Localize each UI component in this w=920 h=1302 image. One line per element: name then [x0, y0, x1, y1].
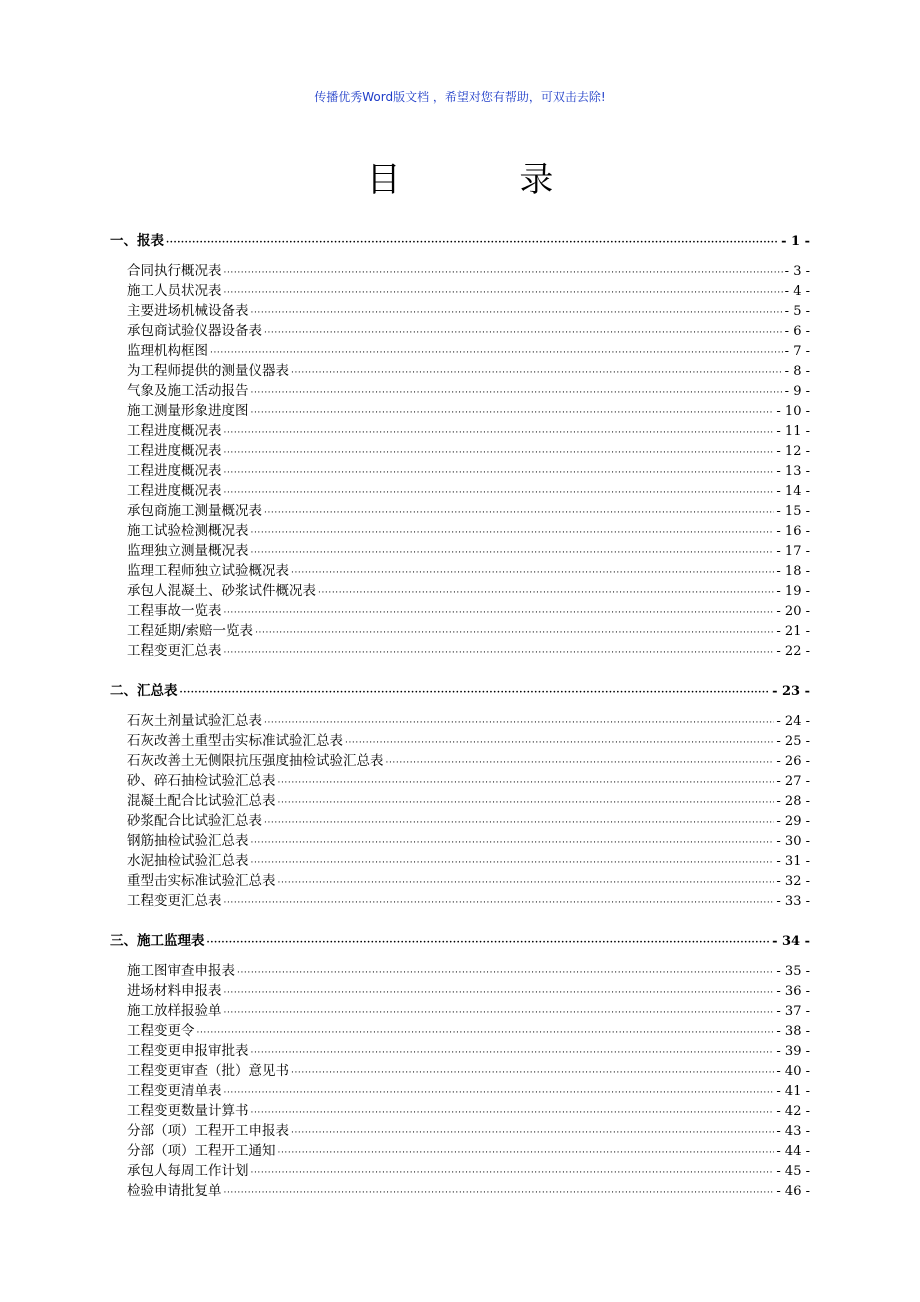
toc-page-number: - 42 -: [776, 1104, 810, 1119]
toc-entry-label: 工程进度概况表: [127, 443, 222, 459]
toc-entry[interactable]: [110, 1181, 810, 1201]
toc-leader-dots: [224, 983, 775, 1003]
toc-leader-dots: [291, 363, 783, 383]
toc-page-number: - 8 -: [784, 364, 810, 379]
toc-entry-label: 主要进场机械设备表: [127, 303, 249, 319]
toc-page-number: - 23 -: [772, 684, 810, 699]
toc-entry-label: 进场材料申报表: [127, 983, 222, 999]
toc-entry[interactable]: [110, 421, 810, 441]
toc-page-number: - 17 -: [776, 544, 810, 559]
toc-entry-label: 承包人混凝土、砂浆试件概况表: [127, 583, 316, 599]
toc-entry[interactable]: [110, 301, 810, 321]
toc-page-number: - 36 -: [776, 984, 810, 999]
toc-leader-dots: [278, 1143, 775, 1163]
toc-leader-dots: [291, 1063, 774, 1083]
toc-entry-label: 工程事故一览表: [127, 603, 222, 619]
toc-leader-dots: [318, 583, 774, 603]
toc-entry-label: 工程变更令: [127, 1023, 195, 1039]
toc-leader-dots: [251, 833, 775, 853]
toc-leader-dots: [237, 963, 774, 983]
toc-page-number: - 21 -: [776, 624, 810, 639]
toc-leader-dots: [251, 1043, 775, 1063]
toc-page-number: - 20 -: [776, 604, 810, 619]
toc-entry-label: 工程进度概况表: [127, 463, 222, 479]
toc-entry[interactable]: [110, 381, 810, 401]
toc-page-number: - 26 -: [776, 754, 810, 769]
toc-entry-label: 承包商施工测量概况表: [127, 503, 262, 519]
toc-page-number: - 22 -: [776, 644, 810, 659]
toc-page-number: - 43 -: [776, 1124, 810, 1139]
toc-page-number: - 13 -: [776, 464, 810, 479]
header-note: 传播优秀Word版文档 ，希望对您有帮助，可双击去除!: [314, 90, 606, 104]
toc-page-number: - 40 -: [776, 1064, 810, 1079]
toc-entry-label: 工程变更审查（批）意见书: [127, 1063, 289, 1079]
toc-leader-dots: [291, 563, 774, 583]
toc-entry-label: 石灰土剂量试验汇总表: [127, 713, 262, 729]
toc-page-number: - 7 -: [784, 344, 810, 359]
toc-page-number: - 44 -: [776, 1144, 810, 1159]
toc-page-number: - 24 -: [776, 714, 810, 729]
toc-entry[interactable]: [110, 1141, 810, 1161]
toc-entry-label: 砂浆配合比试验汇总表: [127, 813, 262, 829]
toc-entry[interactable]: [110, 831, 810, 851]
toc-page-number: - 10 -: [776, 404, 810, 419]
toc-entry[interactable]: [110, 321, 810, 341]
toc-entry[interactable]: [110, 401, 810, 421]
toc-entry[interactable]: [110, 731, 810, 751]
toc-entry-label: 工程变更汇总表: [127, 893, 222, 909]
toc-leader-dots: [264, 323, 783, 343]
toc-section: [110, 931, 810, 1201]
toc-entry-label: 监理工程师独立试验概况表: [127, 563, 289, 579]
toc-leader-dots: [264, 813, 774, 833]
toc-entry-label: 施工人员状况表: [127, 283, 222, 299]
toc-entry[interactable]: [110, 1161, 810, 1181]
toc-leader-dots: [345, 733, 774, 753]
toc-page-number: - 27 -: [776, 774, 810, 789]
toc-page-number: - 38 -: [776, 1024, 810, 1039]
toc-entry-label: 承包商试验仪器设备表: [127, 323, 262, 339]
toc-entry[interactable]: [110, 521, 810, 541]
toc-entry-label: 工程变更数量计算书: [127, 1103, 249, 1119]
toc-entry[interactable]: [110, 891, 810, 911]
toc-leader-dots: [386, 753, 775, 773]
toc-leader-dots: [224, 443, 775, 463]
toc-entry[interactable]: [110, 711, 810, 731]
toc-entry[interactable]: [110, 621, 810, 641]
toc-page-number: - 3 -: [784, 264, 810, 279]
toc-page-number: - 46 -: [776, 1184, 810, 1199]
toc-section-label: 二、汇总表: [110, 683, 178, 699]
toc-entry-label: 施工放样报验单: [127, 1003, 222, 1019]
toc-leader-dots: [224, 483, 775, 503]
toc-page-number: - 14 -: [776, 484, 810, 499]
toc-entry[interactable]: [110, 261, 810, 281]
toc-entry-label: 混凝土配合比试验汇总表: [127, 793, 276, 809]
toc-page-number: - 9 -: [784, 384, 810, 399]
toc-leader-dots: [180, 683, 771, 703]
toc-entry[interactable]: [110, 851, 810, 871]
toc-leader-dots: [197, 1023, 775, 1043]
toc-page-number: - 37 -: [776, 1004, 810, 1019]
toc-page-number: - 6 -: [784, 324, 810, 339]
toc-page-number: - 5 -: [784, 304, 810, 319]
toc-entry[interactable]: [110, 341, 810, 361]
toc-section-heading[interactable]: [110, 231, 810, 251]
toc-entry[interactable]: [110, 481, 810, 501]
toc-leader-dots: [251, 543, 775, 563]
toc-section-heading[interactable]: [110, 931, 810, 951]
toc-section-heading[interactable]: [110, 681, 810, 701]
toc-leader-dots: [278, 793, 775, 813]
toc-leader-dots: [224, 603, 775, 623]
toc-entry[interactable]: [110, 811, 810, 831]
toc-page-number: - 4 -: [784, 284, 810, 299]
toc-entry-label: 气象及施工活动报告: [127, 383, 249, 399]
toc-entry-label: 重型击实标准试验汇总表: [127, 873, 276, 889]
page-title: 目 录: [366, 160, 608, 200]
toc-entry-label: 石灰改善土重型击实标准试验汇总表: [127, 733, 343, 749]
toc-page-number: - 1 -: [781, 234, 810, 249]
toc-leader-dots: [224, 643, 775, 663]
toc-leader-dots: [224, 263, 783, 283]
toc-entry-label: 监理独立测量概况表: [127, 543, 249, 559]
toc-leader-dots: [251, 383, 783, 403]
toc-entry-label: 合同执行概况表: [127, 263, 222, 279]
toc-entry[interactable]: [110, 561, 810, 581]
toc-leader-dots: [224, 423, 775, 443]
toc-leader-dots: [251, 523, 775, 543]
toc-leader-dots: [224, 1183, 775, 1203]
toc-entry[interactable]: [110, 1021, 810, 1041]
toc-entry[interactable]: [110, 1041, 810, 1061]
table-of-contents: [110, 231, 810, 1221]
toc-page-number: - 29 -: [776, 814, 810, 829]
toc-entry[interactable]: [110, 1081, 810, 1101]
toc-entry-label: 施工图审查申报表: [127, 963, 235, 979]
toc-entry[interactable]: [110, 981, 810, 1001]
toc-leader-dots: [251, 403, 775, 423]
toc-entry-label: 监理机构框图: [127, 343, 208, 359]
toc-entry-label: 石灰改善土无侧限抗压强度抽检试验汇总表: [127, 753, 384, 769]
toc-page-number: - 30 -: [776, 834, 810, 849]
toc-section-label: 一、报表: [110, 233, 164, 249]
toc-entry[interactable]: [110, 501, 810, 521]
toc-entry-label: 工程进度概况表: [127, 423, 222, 439]
toc-leader-dots: [251, 853, 775, 873]
toc-page-number: - 19 -: [776, 584, 810, 599]
toc-entry-label: 钢筋抽检试验汇总表: [127, 833, 249, 849]
toc-leader-dots: [224, 463, 775, 483]
toc-entry[interactable]: [110, 581, 810, 601]
toc-entry-label: 分部（项）工程开工申报表: [127, 1123, 289, 1139]
toc-page-number: - 41 -: [776, 1084, 810, 1099]
toc-entry[interactable]: [110, 441, 810, 461]
toc-page-number: - 31 -: [776, 854, 810, 869]
toc-leader-dots: [264, 503, 774, 523]
toc-leader-dots: [255, 623, 774, 643]
toc-page-number: - 12 -: [776, 444, 810, 459]
toc-page-number: - 25 -: [776, 734, 810, 749]
toc-leader-dots: [224, 283, 783, 303]
toc-entry-label: 工程变更清单表: [127, 1083, 222, 1099]
toc-entry[interactable]: [110, 461, 810, 481]
toc-leader-dots: [210, 343, 783, 363]
toc-entry-label: 水泥抽检试验汇总表: [127, 853, 249, 869]
toc-entry[interactable]: [110, 601, 810, 621]
toc-entry[interactable]: [110, 751, 810, 771]
toc-entry-label: 工程变更汇总表: [127, 643, 222, 659]
toc-leader-dots: [166, 233, 779, 253]
toc-entry[interactable]: [110, 871, 810, 891]
toc-entry[interactable]: [110, 361, 810, 381]
toc-section-label: 三、施工监理表: [110, 933, 205, 949]
toc-entry[interactable]: [110, 541, 810, 561]
toc-entry-label: 工程变更申报审批表: [127, 1043, 249, 1059]
toc-entry[interactable]: [110, 791, 810, 811]
toc-leader-dots: [278, 873, 775, 893]
toc-page-number: - 39 -: [776, 1044, 810, 1059]
toc-page-number: - 18 -: [776, 564, 810, 579]
toc-entry[interactable]: [110, 771, 810, 791]
toc-page-number: - 35 -: [776, 964, 810, 979]
toc-section: [110, 681, 810, 911]
toc-leader-dots: [224, 1083, 775, 1103]
toc-leader-dots: [251, 303, 783, 323]
toc-entry-label: 承包人每周工作计划: [127, 1163, 249, 1179]
toc-leader-dots: [224, 1003, 775, 1023]
toc-entry[interactable]: [110, 1001, 810, 1021]
toc-page-number: - 11 -: [776, 424, 810, 439]
toc-page-number: - 16 -: [776, 524, 810, 539]
toc-page-number: - 28 -: [776, 794, 810, 809]
toc-entry-label: 施工测量形象进度图: [127, 403, 249, 419]
toc-entry-label: 工程进度概况表: [127, 483, 222, 499]
toc-leader-dots: [291, 1123, 774, 1143]
toc-page-number: - 34 -: [772, 934, 810, 949]
toc-leader-dots: [251, 1163, 775, 1183]
toc-entry[interactable]: [110, 1061, 810, 1081]
toc-leader-dots: [264, 713, 774, 733]
toc-page-number: - 45 -: [776, 1164, 810, 1179]
toc-page-number: - 33 -: [776, 894, 810, 909]
toc-leader-dots: [278, 773, 775, 793]
toc-entry[interactable]: [110, 641, 810, 661]
toc-entry-label: 分部（项）工程开工通知: [127, 1143, 276, 1159]
toc-page-number: - 32 -: [776, 874, 810, 889]
toc-entry-label: 工程延期/索赔一览表: [127, 623, 254, 639]
toc-section: [110, 231, 810, 661]
toc-entry[interactable]: [110, 961, 810, 981]
toc-entry-label: 检验申请批复单: [127, 1183, 222, 1199]
toc-entry-label: 施工试验检测概况表: [127, 523, 249, 539]
toc-leader-dots: [224, 893, 775, 913]
toc-leader-dots: [251, 1103, 775, 1123]
toc-entry-label: 砂、碎石抽检试验汇总表: [127, 773, 276, 789]
toc-entry[interactable]: [110, 281, 810, 301]
toc-page-number: - 15 -: [776, 504, 810, 519]
toc-leader-dots: [207, 933, 771, 953]
toc-entry-label: 为工程师提供的测量仪器表: [127, 363, 289, 379]
toc-entry[interactable]: [110, 1121, 810, 1141]
toc-entry[interactable]: [110, 1101, 810, 1121]
